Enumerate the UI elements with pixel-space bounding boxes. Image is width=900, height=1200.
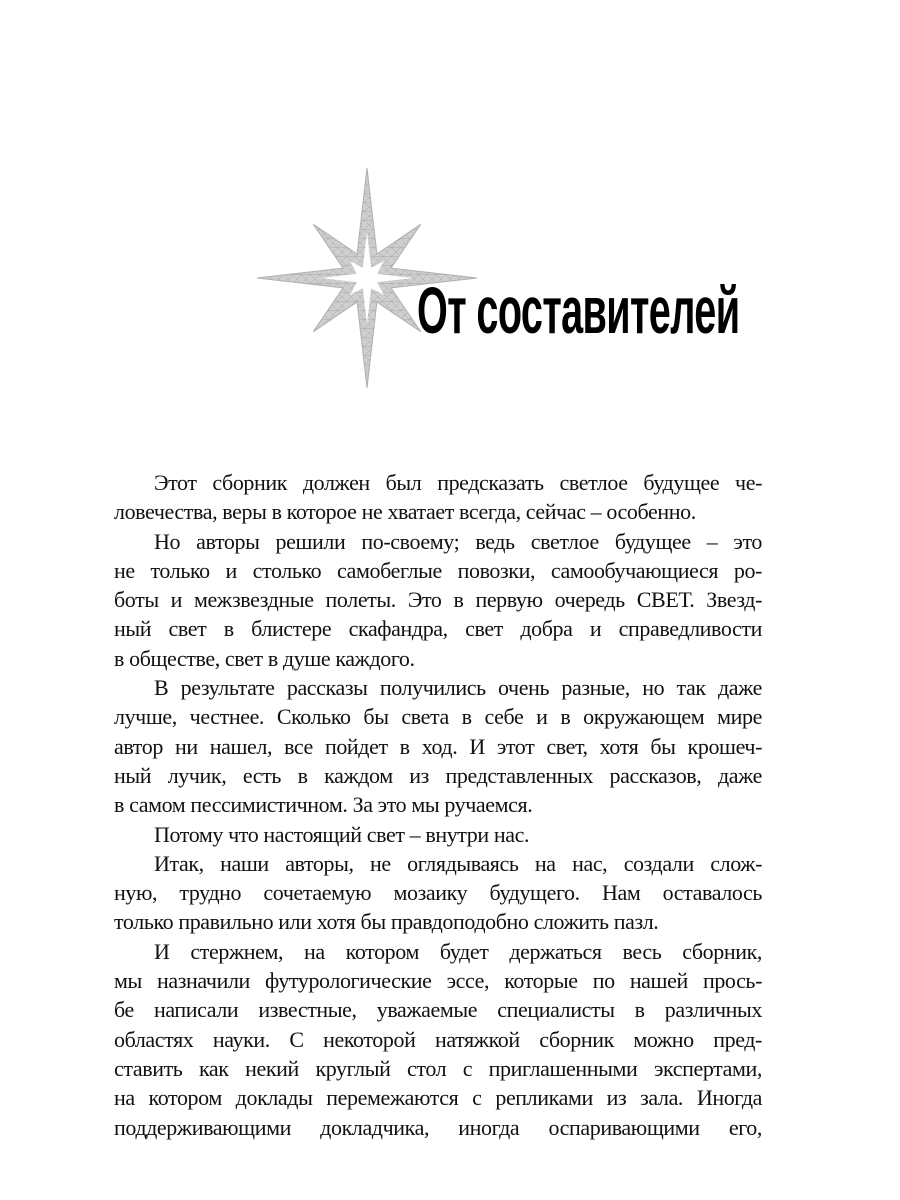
text-line: В результате рассказы получились очень разные, но так даже — [154, 675, 762, 701]
text-line: ный лучик, есть в каждом из представленных рассказов, даже — [114, 762, 762, 788]
text-line: ловечества, веры в которое не хватает всегда, сейчас – особенно. — [114, 499, 696, 525]
text-line: ставить как некий круглый стол с приглашенными экспертами, — [114, 1055, 762, 1081]
text-line: ную, трудно сочетаемую мозаику будущего. Нам оставалось — [114, 880, 762, 906]
text-line: боты и межзвездные полеты. Это в первую очередь СВЕТ. Звезд- — [114, 587, 762, 613]
text-line: бе написали известные, уважаемые специалисты в различных — [114, 997, 762, 1023]
text-line: мы назначили футурологические эссе, которые по нашей прось- — [114, 968, 762, 994]
text-line: Но авторы решили по-своему; ведь светлое будущее – это — [154, 528, 762, 554]
text-line: Этот сборник должен был предсказать светлое будущее че- — [154, 470, 762, 495]
text-line: на котором доклады перемежаются с репликами из зала. Иногда — [114, 1085, 762, 1111]
star-ornament-icon — [0, 0, 900, 420]
text-line: И стержнем, на котором будет держаться весь сборник, — [154, 938, 762, 964]
body-text — [114, 468, 762, 1142]
text-line: лучше, честнее. Сколько бы света в себе и в окружающем мире — [114, 704, 762, 730]
text-line: Потому что настоящий свет – внутри нас. — [154, 821, 530, 847]
text-line: Итак, наши авторы, не оглядываясь на нас, создали слож- — [154, 850, 762, 876]
text-line: областях науки. С некоторой натяжкой сборник можно пред- — [114, 1026, 762, 1052]
text-line: поддерживающими докладчика, иногда оспаривающими его, — [114, 1114, 762, 1140]
text-line: ный свет в блистере скафандра, свет добра и справедливости — [114, 616, 762, 642]
text-line: в самом пессимистичном. За это мы ручаемся. — [114, 792, 533, 818]
page-title: От составителей — [417, 273, 740, 347]
text-line: в обществе, свет в душе каждого. — [114, 645, 415, 671]
text-line: не только и столько самобеглые повозки, самообучающиеся ро- — [114, 557, 762, 583]
text-line: автор ни нашел, все пойдет в ход. И этот свет, хотя бы крошеч- — [114, 733, 762, 759]
text-line: только правильно или хотя бы правдоподобно сложить пазл. — [114, 909, 659, 935]
